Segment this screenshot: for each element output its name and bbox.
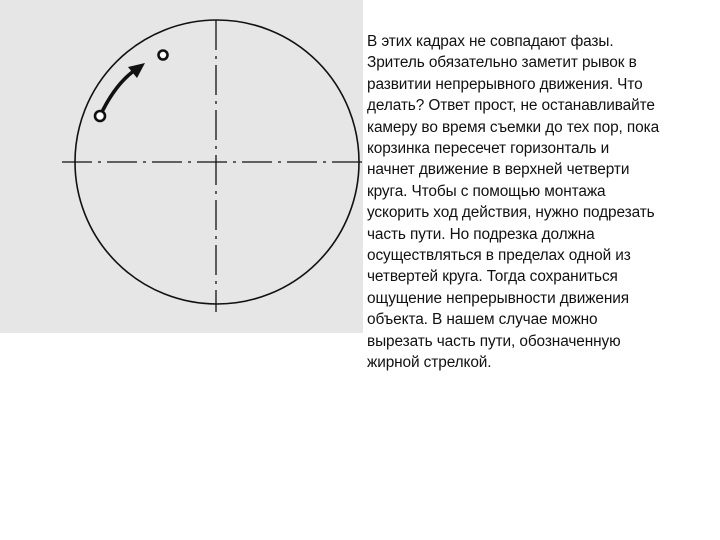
text-line: осуществляться в пределах одной из (367, 247, 631, 265)
text-line: В этих кадрах не совпадают фазы. (367, 33, 614, 50)
start-position-marker (95, 111, 105, 121)
text-line: камеру во время съемки до тех пор, пока (367, 118, 660, 136)
circle-diagram-panel (0, 0, 363, 333)
bold-arrow-arc (100, 68, 138, 116)
text-line: четвертей круга. Тогда сохраниться (367, 268, 618, 286)
text-line: объекта. В нашем случае можно (367, 311, 598, 329)
text-line: часть пути. Но подрезка должна (367, 225, 595, 243)
text-line: жирной стрелкой. (367, 354, 492, 372)
text-line: делать? Ответ прост, не останавливайте (367, 97, 655, 115)
text-line: круга. Чтобы с помощью монтажа (367, 182, 606, 200)
end-position-marker (159, 51, 168, 60)
text-line: развитии непрерывного движения. Что (367, 75, 643, 93)
text-line: Зритель обязательно заметит рывок в (367, 54, 637, 72)
circle-diagram (0, 0, 363, 333)
text-line: ускорить ход действия, нужно подрезать (367, 204, 655, 222)
text-line: корзинка пересечет горизонталь и (367, 140, 610, 158)
explanation-text (367, 31, 717, 374)
text-line: начнет движение в верхней четверти (367, 161, 630, 179)
text-line: вырезать часть пути, обозначенную (367, 332, 621, 350)
text-line: ощущение непрерывности движения (367, 289, 629, 307)
